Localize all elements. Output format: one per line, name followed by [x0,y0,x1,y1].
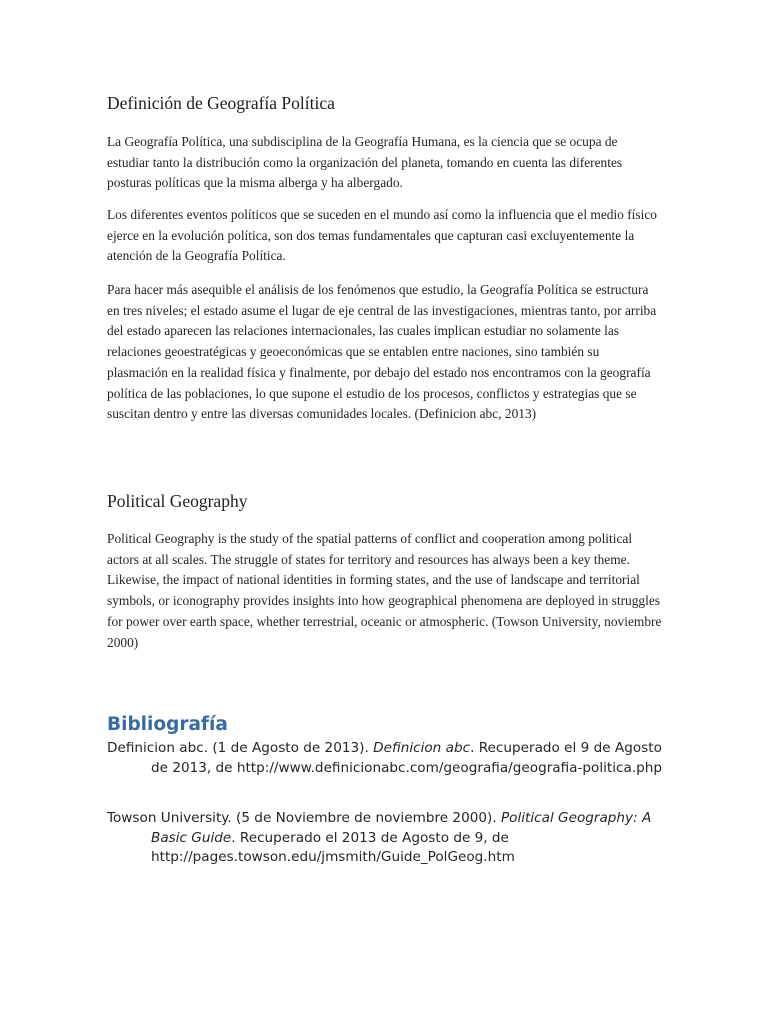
bib-entry-2-title: Political Geography: A Basic Guide [151,810,652,846]
section-heading-definicion: Definición de Geografía Política [107,93,335,113]
bibliography-heading: Bibliografía [107,714,228,735]
bib-entry-2-lead: Towson University. (5 de Noviembre de noviembre 2000). [107,810,501,826]
bib-entry-1-tail: . Recuperado el 9 de Agosto de 2013, de http://www.definicionabc.com/geografia/geografia-politica.php [151,740,663,776]
paragraph-3: Para hacer más asequible el análisis de los fenómenos que estudio, la Geografía Política se estructura en tres niveles; el estado asume el lugar de eje central de las investigaciones, mientras tanto, por arriba del estado aparecen las relaciones internacionales, las cuales implican estudiar no solamente las relaciones geoestratégicas y geoeconómicas que se entablen entre naciones, sino también su plasmación en la realidad física y finalmente, por debajo del estado nos encontramos con la geografía política de las poblaciones, lo que supone el estudio de los procesos, conflictos y estrategias que se suscitan dentro y entre las diversas comunidades locales. (Definicion abc, 2013) [107,282,657,422]
bibliography-entry-1 [107,739,663,778]
paragraph-1: La Geografía Política, una subdisciplina de la Geografía Humana, es la ciencia que se ocupa de estudiar tanto la distribución como la organización del planeta, tomando en cuenta las diferentes posturas políticas que la misma alberga y ha albergado. [107,134,623,191]
bib-entry-1-title: Definicion abc [373,740,471,756]
section-heading-political-geography: Political Geography [107,491,248,511]
bibliography-entry-2 [107,809,663,868]
paragraph-2: Los diferentes eventos políticos que se suceden en el mundo así como la influencia que el medio físico ejerce en la evolución política, son dos temas fundamentales que capturan casi excluyentemente la atención de la Geografía Política. [107,207,657,264]
bib-entry-2-tail: . Recuperado el 2013 de Agosto de 9, de http://pages.towson.edu/jmsmith/Guide_PolGeog.htm [151,829,515,865]
paragraph-4: Political Geography is the study of the spatial patterns of conflict and cooperation among political actors at all scales. The struggle of states for territory and resources has always been a key theme. Likewise, the impact of national identities in forming states, and the use of landscape and territorial symbols, or iconography provides insights into how geographical phenomena are deployed in struggles for power over earth space, whether terrestrial, oceanic or atmospheric. (Towson University, noviembre 2000) [107,531,662,650]
bib-entry-1-lead: Definicion abc. (1 de Agosto de 2013). [107,740,374,756]
